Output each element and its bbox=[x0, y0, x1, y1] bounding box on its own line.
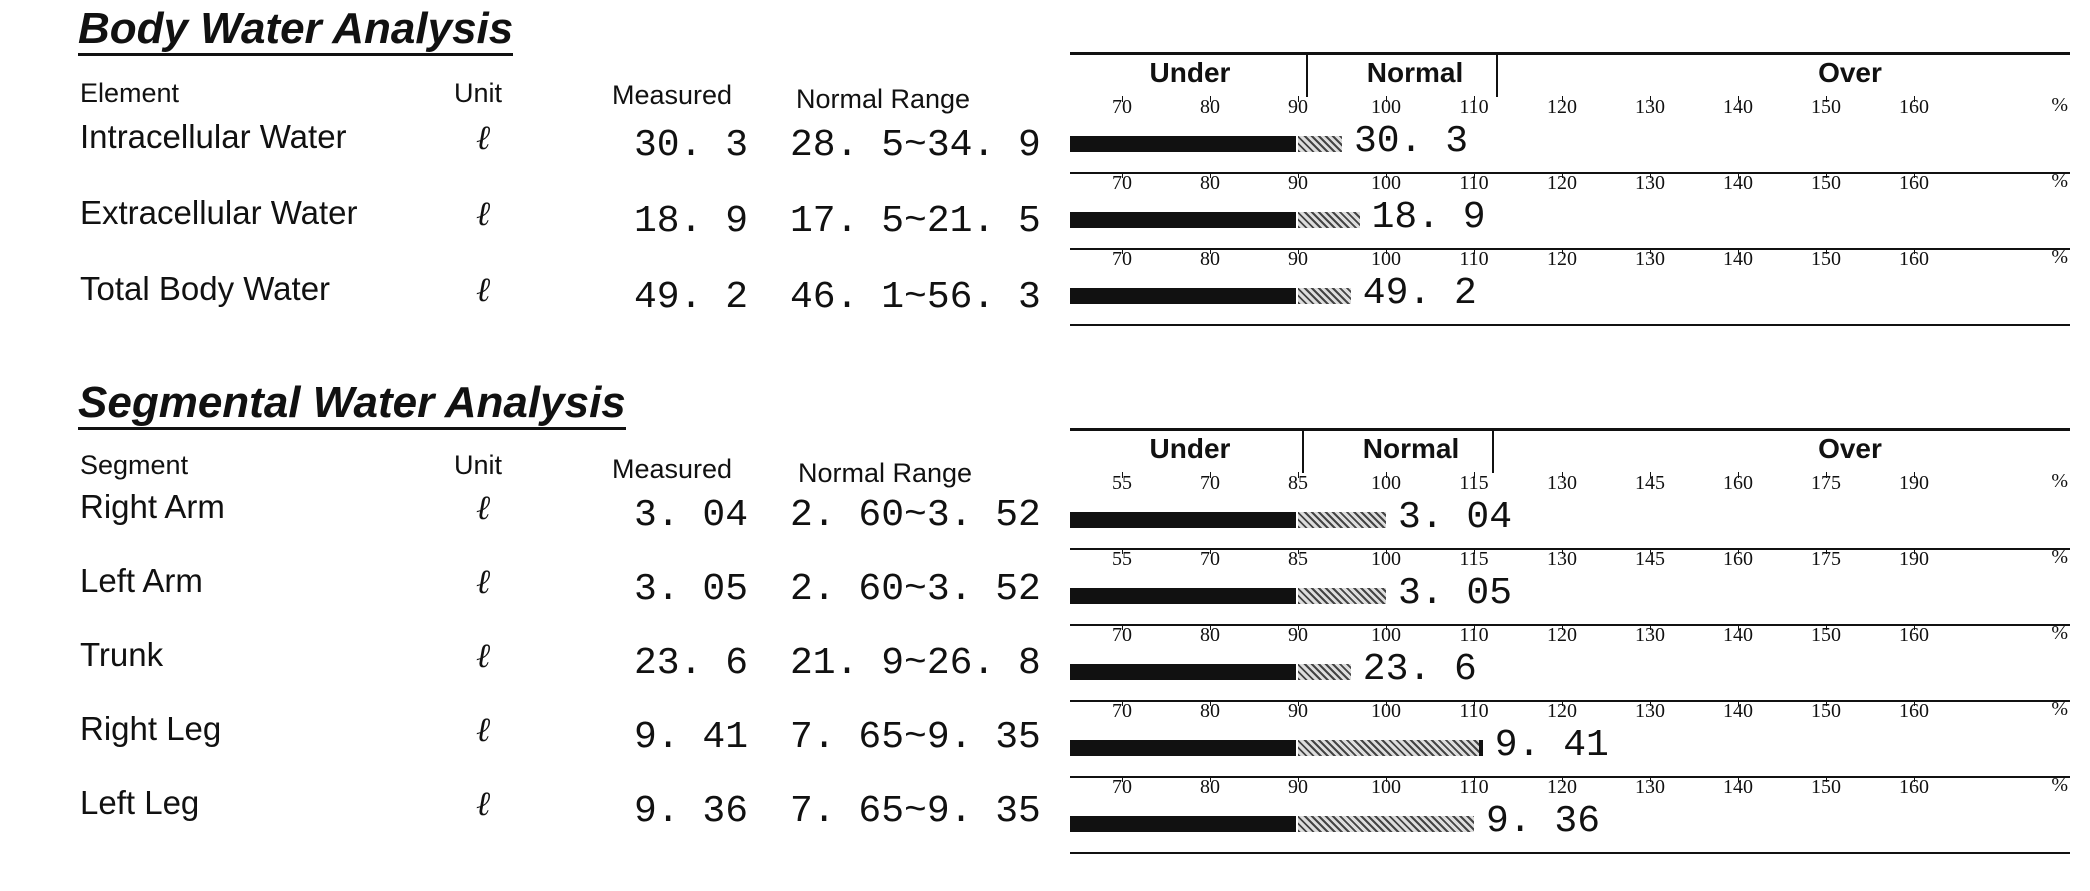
bar-normal-segment bbox=[1298, 588, 1386, 604]
tick-label: 160 bbox=[1723, 472, 1753, 494]
row-label: Trunk bbox=[80, 636, 164, 673]
bar-under-segment bbox=[1070, 212, 1296, 228]
tick-label: 70 bbox=[1112, 624, 1132, 646]
bar-value-label: 3. 04 bbox=[1398, 496, 1513, 539]
tick-label: 190 bbox=[1899, 472, 1929, 494]
row-label: Right Arm bbox=[80, 488, 225, 525]
tick-label: 90 bbox=[1288, 96, 1308, 118]
tick-label: 100 bbox=[1371, 172, 1401, 194]
bar-value-label: 49. 2 bbox=[1362, 272, 1477, 315]
percent-symbol: % bbox=[2051, 94, 2068, 116]
zone-separator bbox=[1302, 431, 1304, 473]
zone-under: Under bbox=[1149, 57, 1231, 88]
tick-label: 120 bbox=[1547, 172, 1577, 194]
bar-end-marker bbox=[1479, 740, 1483, 756]
gauge-row bbox=[1070, 96, 2070, 174]
tick-label: 130 bbox=[1635, 624, 1665, 646]
measured-value: 9. 36 bbox=[634, 790, 749, 833]
tick-label: 100 bbox=[1371, 700, 1401, 722]
header-normal-range: Normal Range bbox=[798, 458, 973, 488]
measured-value: 9. 41 bbox=[634, 716, 749, 759]
tick-label: 130 bbox=[1635, 96, 1665, 118]
measured-value: 30. 3 bbox=[634, 124, 749, 167]
tick-label: 160 bbox=[1899, 248, 1929, 270]
bar-under-segment bbox=[1070, 136, 1296, 152]
tick-label: 80 bbox=[1200, 248, 1220, 270]
tick-label: 150 bbox=[1811, 248, 1841, 270]
zone-over: Over bbox=[1818, 433, 1882, 464]
tick-label: 130 bbox=[1635, 248, 1665, 270]
zone-under: Under bbox=[1149, 433, 1231, 464]
tick-label: 100 bbox=[1371, 776, 1401, 798]
tick-label: 130 bbox=[1635, 776, 1665, 798]
normal-range-value: 2. 60~3. 52 bbox=[790, 494, 1041, 537]
tick-label: 100 bbox=[1371, 548, 1401, 570]
normal-range-value: 7. 65~9. 35 bbox=[790, 790, 1041, 833]
tick-label: 90 bbox=[1288, 248, 1308, 270]
tick-label: 115 bbox=[1459, 548, 1489, 570]
row-label: Total Body Water bbox=[80, 270, 331, 307]
tick-label: 160 bbox=[1899, 776, 1929, 798]
gauge-row bbox=[1070, 700, 2070, 778]
row-label: Left Leg bbox=[80, 784, 200, 821]
unit-liter: ℓ bbox=[476, 120, 491, 157]
unit-liter: ℓ bbox=[476, 712, 491, 749]
bar-under-segment bbox=[1070, 816, 1296, 832]
header-normal-range: Normal Range bbox=[796, 84, 971, 114]
tick-label: 145 bbox=[1635, 548, 1665, 570]
bar-normal-segment bbox=[1298, 740, 1483, 756]
tick-label: 90 bbox=[1288, 776, 1308, 798]
normal-range-value: 21. 9~26. 8 bbox=[790, 642, 1041, 685]
percent-symbol: % bbox=[2051, 546, 2068, 568]
tick-label: 70 bbox=[1112, 172, 1132, 194]
bar-normal-segment bbox=[1298, 664, 1351, 680]
tick-label: 140 bbox=[1723, 700, 1753, 722]
percent-symbol: % bbox=[2051, 774, 2068, 796]
tick-label: 70 bbox=[1200, 472, 1220, 494]
tick-label: 160 bbox=[1899, 700, 1929, 722]
row-label: Right Leg bbox=[80, 710, 222, 747]
zone-normal: Normal bbox=[1366, 57, 1464, 88]
normal-range-value: 46. 1~56. 3 bbox=[790, 276, 1041, 319]
percent-symbol: % bbox=[2051, 246, 2068, 268]
tick-label: 70 bbox=[1112, 96, 1132, 118]
bar-normal-segment bbox=[1298, 136, 1342, 152]
tick-label: 150 bbox=[1811, 624, 1841, 646]
tick-label: 100 bbox=[1371, 472, 1401, 494]
tick-label: 80 bbox=[1200, 96, 1220, 118]
tick-label: 90 bbox=[1288, 700, 1308, 722]
bar-normal-segment bbox=[1298, 816, 1474, 832]
header-measured: Measured bbox=[612, 80, 733, 110]
tick-label: 150 bbox=[1811, 172, 1841, 194]
tick-label: 150 bbox=[1811, 700, 1841, 722]
zone-separator bbox=[1492, 431, 1494, 473]
percent-symbol: % bbox=[2051, 470, 2068, 492]
unit-liter: ℓ bbox=[476, 490, 491, 527]
tick-label: 120 bbox=[1547, 96, 1577, 118]
percent-symbol: % bbox=[2051, 698, 2068, 720]
normal-range-value: 28. 5~34. 9 bbox=[790, 124, 1041, 167]
unit-liter: ℓ bbox=[476, 638, 491, 675]
tick-label: 80 bbox=[1200, 624, 1220, 646]
normal-range-value: 17. 5~21. 5 bbox=[790, 200, 1041, 243]
tick-label: 190 bbox=[1899, 548, 1929, 570]
bar-under-segment bbox=[1070, 664, 1296, 680]
tick-label: 160 bbox=[1723, 548, 1753, 570]
tick-label: 90 bbox=[1288, 624, 1308, 646]
tick-label: 120 bbox=[1547, 248, 1577, 270]
tick-label: 80 bbox=[1200, 776, 1220, 798]
tick-label: 120 bbox=[1547, 700, 1577, 722]
tick-label: 140 bbox=[1723, 624, 1753, 646]
percent-symbol: % bbox=[2051, 622, 2068, 644]
tick-label: 85 bbox=[1288, 548, 1308, 570]
segmental-water-title: Segmental Water Analysis bbox=[78, 380, 626, 430]
bar-normal-segment bbox=[1298, 288, 1351, 304]
tick-label: 160 bbox=[1899, 96, 1929, 118]
tick-label: 140 bbox=[1723, 96, 1753, 118]
tick-label: 110 bbox=[1459, 776, 1489, 798]
measured-value: 3. 05 bbox=[634, 568, 749, 611]
header-segment: Segment bbox=[80, 450, 189, 480]
tick-label: 160 bbox=[1899, 624, 1929, 646]
bar-under-segment bbox=[1070, 740, 1296, 756]
tick-label: 100 bbox=[1371, 248, 1401, 270]
tick-label: 140 bbox=[1723, 248, 1753, 270]
gauge-zone-header bbox=[1070, 428, 2070, 473]
gauge-row bbox=[1070, 776, 2070, 854]
tick-label: 130 bbox=[1547, 548, 1577, 570]
tick-label: 115 bbox=[1459, 472, 1489, 494]
tick-label: 70 bbox=[1112, 700, 1132, 722]
gauge-row bbox=[1070, 248, 2070, 326]
measured-value: 3. 04 bbox=[634, 494, 749, 537]
gauge-zone-header bbox=[1070, 52, 2070, 97]
normal-range-value: 7. 65~9. 35 bbox=[790, 716, 1041, 759]
tick-label: 110 bbox=[1459, 624, 1489, 646]
tick-label: 140 bbox=[1723, 776, 1753, 798]
percent-symbol: % bbox=[2051, 170, 2068, 192]
zone-separator bbox=[1306, 55, 1308, 97]
tick-label: 175 bbox=[1811, 472, 1841, 494]
bar-under-segment bbox=[1070, 512, 1296, 528]
measured-value: 49. 2 bbox=[634, 276, 749, 319]
tick-label: 80 bbox=[1200, 700, 1220, 722]
tick-label: 110 bbox=[1459, 700, 1489, 722]
tick-label: 55 bbox=[1112, 472, 1132, 494]
bar-value-label: 30. 3 bbox=[1354, 120, 1469, 163]
zone-separator bbox=[1496, 55, 1498, 97]
bar-value-label: 9. 36 bbox=[1486, 800, 1601, 843]
measured-value: 18. 9 bbox=[634, 200, 749, 243]
tick-label: 120 bbox=[1547, 776, 1577, 798]
tick-label: 130 bbox=[1547, 472, 1577, 494]
normal-range-value: 2. 60~3. 52 bbox=[790, 568, 1041, 611]
tick-label: 100 bbox=[1371, 624, 1401, 646]
tick-label: 110 bbox=[1459, 248, 1489, 270]
bar-normal-segment bbox=[1298, 212, 1360, 228]
header-measured: Measured bbox=[612, 454, 733, 484]
tick-label: 70 bbox=[1112, 776, 1132, 798]
body-water-title: Body Water Analysis bbox=[78, 6, 513, 56]
bar-under-segment bbox=[1070, 288, 1296, 304]
tick-label: 100 bbox=[1371, 96, 1401, 118]
tick-label: 175 bbox=[1811, 548, 1841, 570]
tick-label: 140 bbox=[1723, 172, 1753, 194]
unit-liter: ℓ bbox=[476, 196, 491, 233]
tick-label: 150 bbox=[1811, 776, 1841, 798]
bar-normal-segment bbox=[1298, 512, 1386, 528]
bar-under-segment bbox=[1070, 588, 1296, 604]
bar-value-label: 18. 9 bbox=[1371, 196, 1486, 239]
unit-liter: ℓ bbox=[476, 786, 491, 823]
row-label: Extracellular Water bbox=[80, 194, 358, 231]
tick-label: 90 bbox=[1288, 172, 1308, 194]
bar-value-label: 23. 6 bbox=[1362, 648, 1477, 691]
tick-label: 85 bbox=[1288, 472, 1308, 494]
zone-over: Over bbox=[1818, 57, 1882, 88]
gauge-row bbox=[1070, 624, 2070, 702]
tick-label: 80 bbox=[1200, 172, 1220, 194]
gauge-row bbox=[1070, 548, 2070, 626]
unit-liter: ℓ bbox=[476, 272, 491, 309]
header-unit: Unit bbox=[454, 78, 503, 108]
tick-label: 55 bbox=[1112, 548, 1132, 570]
tick-label: 145 bbox=[1635, 472, 1665, 494]
measured-value: 23. 6 bbox=[634, 642, 749, 685]
gauge-row bbox=[1070, 172, 2070, 250]
zone-normal: Normal bbox=[1362, 433, 1460, 464]
gauge-row bbox=[1070, 472, 2070, 550]
tick-label: 130 bbox=[1635, 700, 1665, 722]
tick-label: 110 bbox=[1459, 96, 1489, 118]
tick-label: 70 bbox=[1200, 548, 1220, 570]
unit-liter: ℓ bbox=[476, 564, 491, 601]
tick-label: 150 bbox=[1811, 96, 1841, 118]
tick-label: 120 bbox=[1547, 624, 1577, 646]
header-unit: Unit bbox=[454, 450, 503, 480]
header-element: Element bbox=[80, 78, 180, 108]
tick-label: 70 bbox=[1112, 248, 1132, 270]
bar-value-label: 9. 41 bbox=[1494, 724, 1609, 767]
row-label: Left Arm bbox=[80, 562, 203, 599]
row-label: Intracellular Water bbox=[80, 118, 347, 155]
tick-label: 160 bbox=[1899, 172, 1929, 194]
tick-label: 130 bbox=[1635, 172, 1665, 194]
bar-value-label: 3. 05 bbox=[1398, 572, 1513, 615]
tick-label: 110 bbox=[1459, 172, 1489, 194]
